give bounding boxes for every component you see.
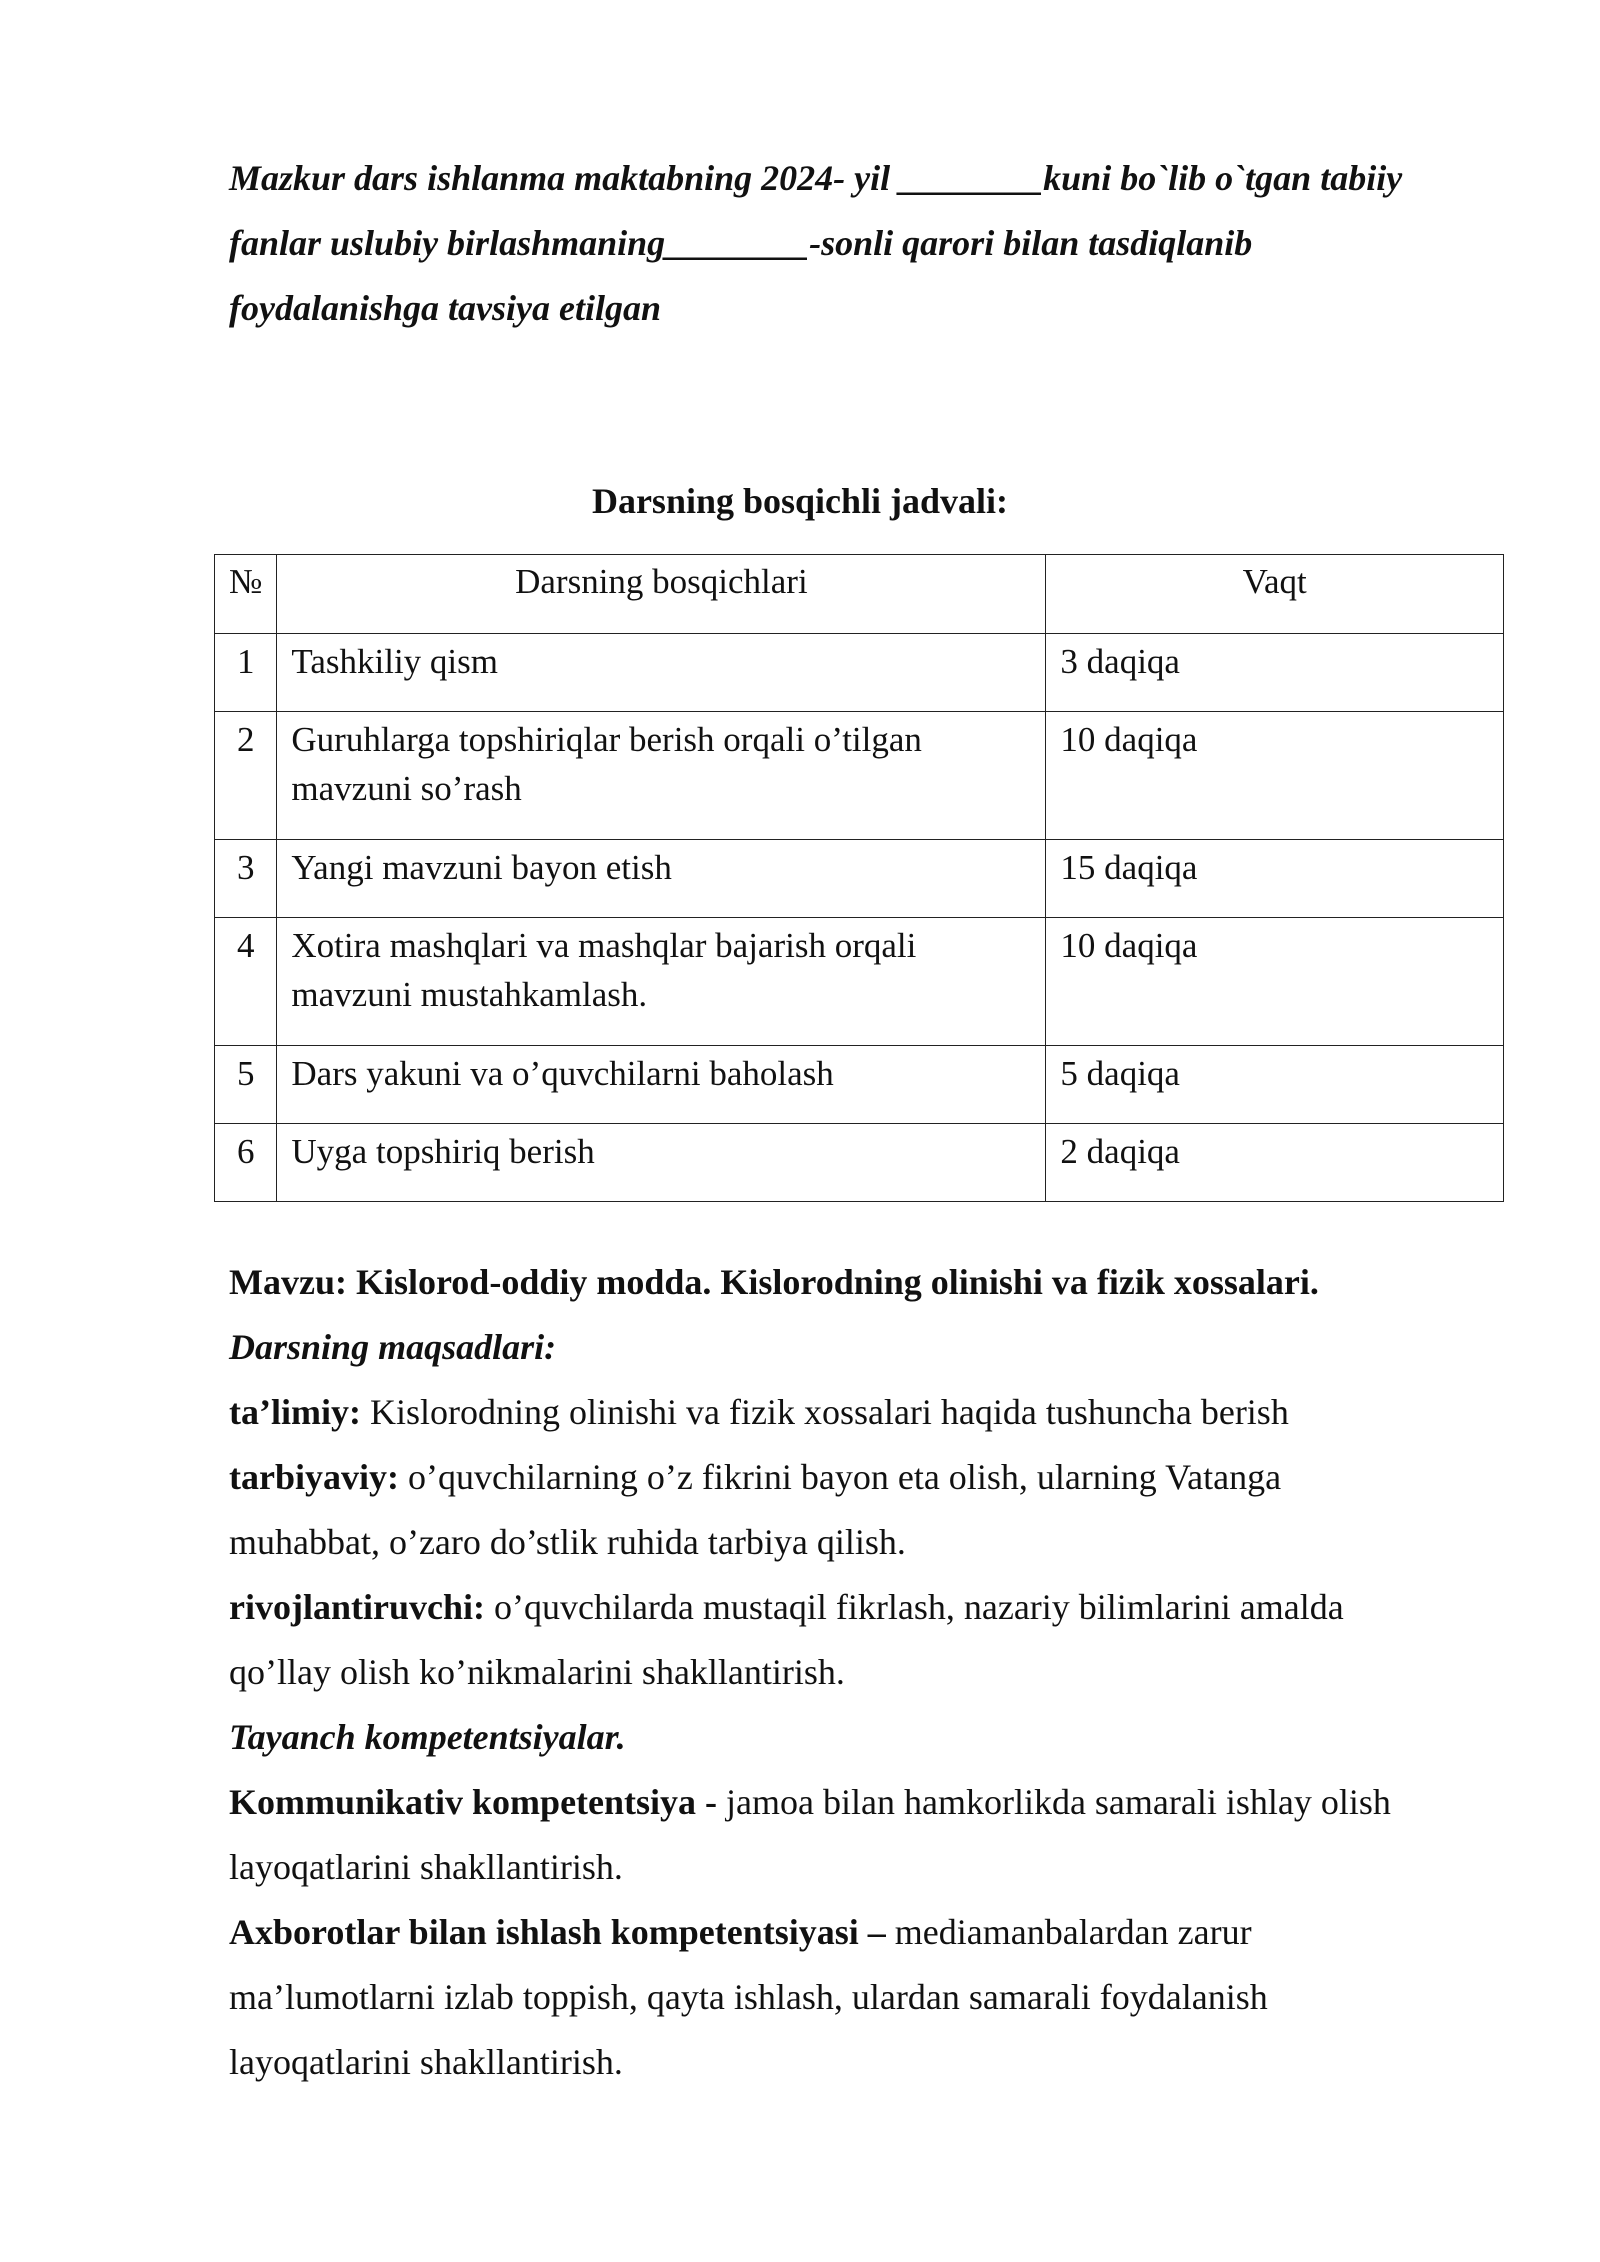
stage-text: Tashkiliy qism	[291, 642, 498, 681]
table-title: Darsning bosqichli jadvali:	[591, 481, 1009, 521]
stage-text: Dars yakuni va o’quvchilarni baholash	[291, 1054, 834, 1093]
row-time: 5 daqiqa	[1046, 1046, 1504, 1124]
goal-label: ta’limiy:	[229, 1392, 361, 1432]
row-number: 1	[215, 634, 277, 712]
goals-heading: Darsning maqsadlari:	[229, 1327, 557, 1367]
goal-label: rivojlantiruvchi:	[229, 1587, 485, 1627]
row-time: 2 daqiqa	[1046, 1124, 1504, 1202]
table-row	[215, 1124, 1504, 1202]
approval-note-line: foydalanishga tavsiya etilgan	[229, 288, 661, 328]
competency-text: jamoa bilan hamkorlikda samarali ishlay olish	[717, 1782, 1391, 1822]
lesson-stages-table	[214, 554, 1504, 1202]
row-stage	[277, 634, 1046, 712]
competency-text-continued: ma’lumotlarni izlab toppish, qayta ishlash, ulardan samarali foydalanish	[229, 1977, 1268, 2017]
table-row	[215, 712, 1504, 840]
stage-text: mavzuni mustahkamlash.	[291, 975, 648, 1014]
goal-label: tarbiyaviy:	[229, 1457, 399, 1497]
goal-text: o’quvchilarning o’z fikrini bayon eta olish, ularning Vatanga	[398, 1457, 1282, 1497]
table-row	[215, 840, 1504, 918]
stage-text: Xotira mashqlari va mashqlar bajarish orqali	[291, 926, 917, 965]
approval-note-line: Mazkur dars ishlanma maktabning 2024- yil ________kuni bo`lib o`tgan tabiiy	[229, 158, 1403, 198]
competency-communicative	[229, 1770, 1499, 1835]
row-stage	[277, 712, 1046, 840]
row-number: 4	[215, 918, 277, 1046]
approval-note	[229, 146, 1489, 341]
table-row	[215, 634, 1504, 712]
row-time: 10 daqiqa	[1046, 712, 1504, 840]
competency-text-continued: layoqatlarini shakllantirish.	[229, 2042, 623, 2082]
lesson-body	[229, 1250, 1499, 2095]
goal-tarbiyaviy	[229, 1445, 1499, 1510]
goal-talimiy	[229, 1380, 1499, 1445]
goal-text-continued: qo’llay olish ko’nikmalarini shakllantirish.	[229, 1652, 845, 1692]
table-row	[215, 918, 1504, 1046]
goal-rivojlantiruvchi	[229, 1575, 1499, 1640]
stage-text: mavzuni so’rash	[291, 769, 522, 808]
goal-text-continued: muhabbat, o’zaro do’stlik ruhida tarbiya qilish.	[229, 1522, 906, 1562]
row-number: 2	[215, 712, 277, 840]
table-header-row	[215, 555, 1504, 634]
row-stage	[277, 1046, 1046, 1124]
row-time: 15 daqiqa	[1046, 840, 1504, 918]
header-time: Vaqt	[1046, 555, 1504, 634]
competency-label: Kommunikativ kompetentsiya -	[229, 1782, 718, 1822]
row-number: 5	[215, 1046, 277, 1124]
row-stage	[277, 918, 1046, 1046]
goal-text: Kislorodning olinishi va fizik xossalari haqida tushuncha berish	[360, 1392, 1289, 1432]
stage-text: Yangi mavzuni bayon etish	[291, 848, 672, 887]
approval-note-line: fanlar uslubiy birlashmaning________-sonli qarori bilan tasdiqlanib	[229, 223, 1253, 263]
competency-text-continued: layoqatlarini shakllantirish.	[229, 1847, 623, 1887]
competency-text: mediamanbalardan zarur	[885, 1912, 1252, 1952]
row-time: 3 daqiqa	[1046, 634, 1504, 712]
header-stages: Darsning bosqichlari	[277, 555, 1046, 634]
goal-text: o’quvchilarda mustaqil fikrlash, nazariy bilimlarini amalda	[484, 1587, 1344, 1627]
competency-information	[229, 1900, 1499, 1965]
row-stage	[277, 840, 1046, 918]
competency-label: Axborotlar bilan ishlash kompetentsiyasi –	[229, 1912, 886, 1952]
table-row	[215, 1046, 1504, 1124]
stage-text: Guruhlarga topshiriqlar berish orqali o’tilgan	[291, 720, 922, 759]
row-number: 6	[215, 1124, 277, 1202]
header-number: №	[215, 555, 277, 634]
row-number: 3	[215, 840, 277, 918]
row-time: 10 daqiqa	[1046, 918, 1504, 1046]
competencies-heading: Tayanch kompetentsiyalar.	[229, 1717, 626, 1757]
stage-text: Uyga topshiriq berish	[291, 1132, 595, 1171]
topic-line: Mavzu: Kislorod-oddiy modda. Kislorodning olinishi va fizik xossalari.	[229, 1262, 1319, 1302]
row-stage	[277, 1124, 1046, 1202]
